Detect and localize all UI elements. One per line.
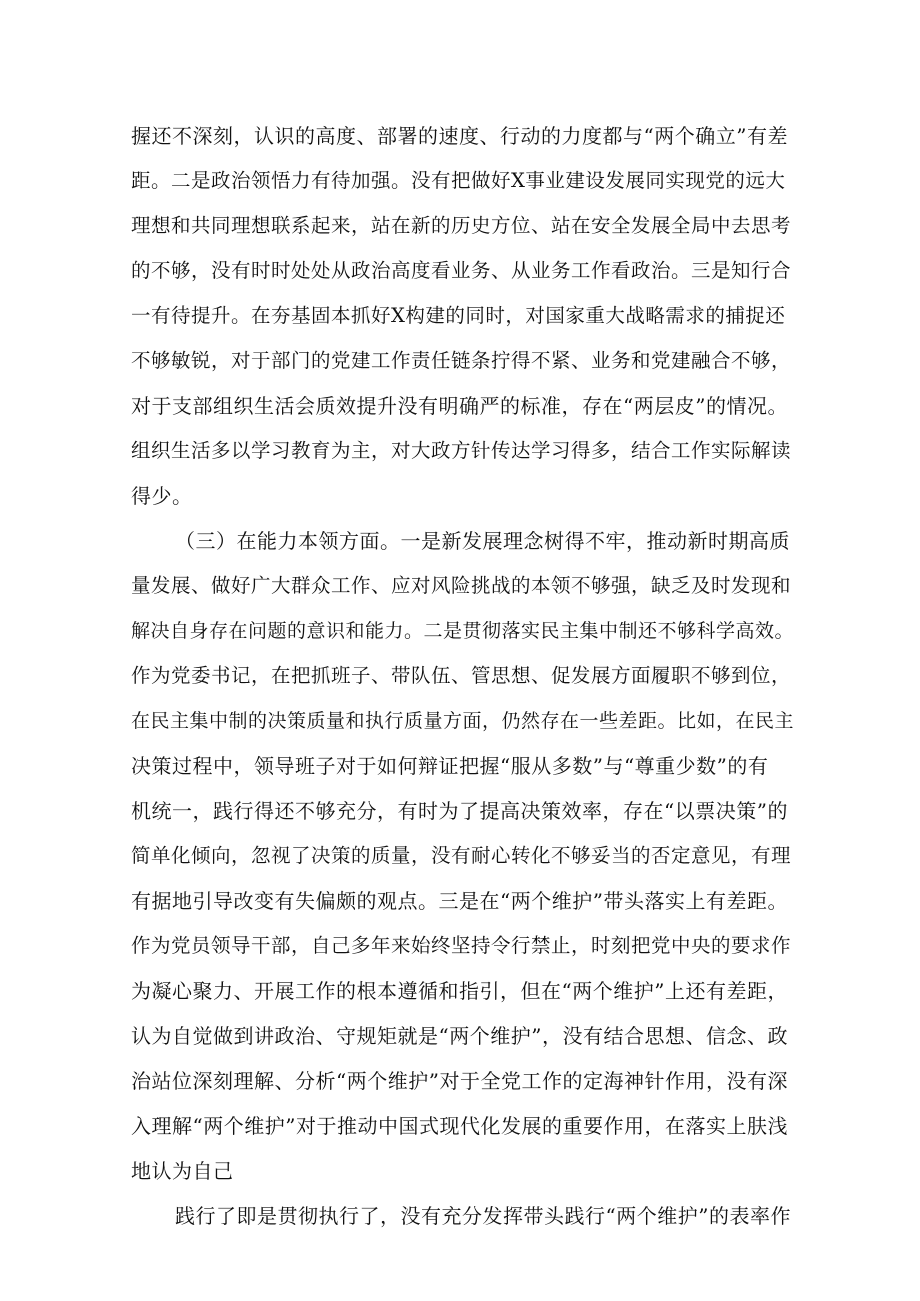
text-line: 对于支部组织生活会质效提升没有明确严的标准，存在“两层皮”的情况。: [131, 394, 788, 418]
text-line: 地认为自己: [131, 1159, 234, 1183]
text-line: 在民主集中制的决策质量和执行质量方面，仍然存在一些差距。比如，在民主: [131, 710, 795, 732]
text-line: 得少。: [131, 484, 193, 508]
text-line: 为凝心聚力、开展工作的根本遵循和指引，但在“两个维护”上还有差距，: [131, 979, 788, 1003]
text-line: 理想和共同理想联系起来，站在新的历史方位、站在安全发展全局中去思考: [131, 214, 792, 237]
text-line: 不够敏锐，对于部门的党建工作责任链条拧得不紧、业务和党建融合不够，: [131, 349, 792, 372]
text-line: 解决自身存在问题的意识和能力。二是贯彻落实民主集中制还不够科学高效。: [131, 620, 795, 642]
text-line: 治站位深刻理解、分析“两个维护”对于全党工作的定海神针作用，没有深: [131, 1069, 788, 1093]
text-line: 入理解“两个维护”对于推动中国式现代化发展的重要作用，在落实上肤浅: [131, 1114, 788, 1138]
text-line: 作为党员领导干部，自己多年来始终坚持令行禁止，时刻把党中央的要求作: [131, 934, 792, 957]
text-line: 决策过程中，领导班子对于如何辩证把握“服从多数”与“尊重少数”的有: [131, 754, 769, 778]
text-line: 机统一，践行得还不够充分，有时为了提高决策效率，存在“以票决策”的: [131, 799, 788, 823]
text-line: 组织生活多以学习教育为主，对大政方针传达学习得多，结合工作实际解读: [131, 439, 792, 462]
text-line: 距。二是政治领悟力有待加强。没有把做好X事业建设发展同实现党的远大: [131, 169, 786, 192]
text-line: 的不够，没有时时处处从政治高度看业务、从业务工作看政治。三是知行合: [131, 259, 792, 282]
text-line: 作为党委书记，在把抓班子、带队伍、管思想、促发展方面履职不够到位，: [131, 664, 792, 687]
text-line: 践行了即是贯彻执行了，没有充分发挥带头践行“两个维护”的表率作: [175, 1204, 791, 1228]
text-line: 简单化倾向，忽视了决策的质量，没有耐心转化不够妥当的否定意见，有理: [131, 844, 792, 867]
text-line: 一有待提升。在夯基固本抓好X构建的同时，对国家重大战略需求的捕捉还: [131, 304, 786, 327]
text-line: 有据地引导改变有失偏颇的观点。三是在“两个维护”带头落实上有差距。: [131, 889, 788, 913]
text-line: 认为自觉做到讲政治、守规矩就是“两个维护”，没有结合思想、信念、政: [131, 1024, 788, 1048]
text-line: 握还不深刻，认识的高度、部署的速度、行动的力度都与“两个确立”有差: [131, 124, 788, 148]
section-heading-line: （三）在能力本领方面。一是新发展理念树得不牢，推动新时期高质: [175, 529, 790, 553]
text-line: 量发展、做好广大群众工作、应对风险挑战的本领不够强，缺乏及时发现和: [131, 574, 792, 597]
